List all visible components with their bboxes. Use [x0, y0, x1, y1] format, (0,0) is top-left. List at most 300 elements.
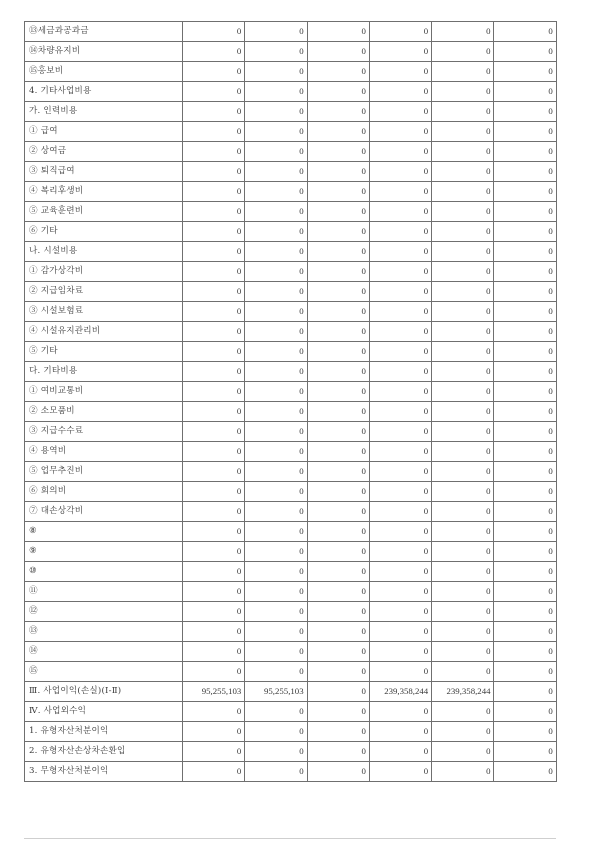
amount-cell: 0 [432, 182, 494, 202]
table-row [25, 722, 557, 742]
amount-cell: 0 [183, 122, 245, 142]
amount-cell: 239,358,244 [369, 682, 431, 702]
amount-cell: 0 [369, 422, 431, 442]
amount-cell: 0 [432, 282, 494, 302]
amount-cell: 0 [245, 242, 307, 262]
amount-cell: 0 [432, 242, 494, 262]
amount-cell: 0 [369, 222, 431, 242]
amount-cell: 0 [369, 82, 431, 102]
table-row [25, 642, 557, 662]
amount-cell: 0 [183, 522, 245, 542]
table-row [25, 22, 557, 42]
amount-cell: 0 [432, 462, 494, 482]
amount-cell: 0 [245, 522, 307, 542]
row-label: 다. 기타비용 [25, 362, 183, 382]
amount-cell: 0 [183, 202, 245, 222]
amount-cell: 0 [432, 122, 494, 142]
row-label: 4. 기타사업비용 [25, 82, 183, 102]
amount-cell: 0 [245, 342, 307, 362]
amount-cell: 0 [432, 762, 494, 782]
row-label: ⑬세금과공과금 [25, 22, 183, 42]
amount-cell: 0 [245, 382, 307, 402]
amount-cell: 0 [494, 142, 556, 162]
row-label: ⑦ 대손상각비 [25, 502, 183, 522]
row-label: ⑮홍보비 [25, 62, 183, 82]
amount-cell: 0 [183, 502, 245, 522]
amount-cell: 0 [432, 542, 494, 562]
amount-cell: 0 [494, 262, 556, 282]
amount-cell: 0 [183, 22, 245, 42]
amount-cell: 0 [307, 402, 369, 422]
table-row [25, 122, 557, 142]
table-row [25, 542, 557, 562]
amount-cell: 0 [369, 542, 431, 562]
amount-cell: 0 [369, 102, 431, 122]
amount-cell: 0 [307, 222, 369, 242]
amount-cell: 0 [245, 402, 307, 422]
row-label: ⑭차량유지비 [25, 42, 183, 62]
amount-cell: 0 [494, 62, 556, 82]
amount-cell: 0 [307, 322, 369, 342]
amount-cell: 0 [494, 22, 556, 42]
table-row [25, 702, 557, 722]
row-label: ② 지급임차료 [25, 282, 183, 302]
amount-cell: 0 [432, 442, 494, 462]
row-label: ① 감가상각비 [25, 262, 183, 282]
amount-cell: 0 [432, 262, 494, 282]
amount-cell: 0 [494, 482, 556, 502]
row-label: ① 급여 [25, 122, 183, 142]
table-row [25, 662, 557, 682]
row-label: ④ 시설유지관리비 [25, 322, 183, 342]
financial-statement-table [24, 21, 557, 782]
amount-cell: 0 [369, 342, 431, 362]
table-row [25, 522, 557, 542]
row-label: ④ 복리후생비 [25, 182, 183, 202]
table-row [25, 602, 557, 622]
amount-cell: 0 [432, 402, 494, 422]
row-label: ② 상여금 [25, 142, 183, 162]
table-row [25, 622, 557, 642]
amount-cell: 239,358,244 [432, 682, 494, 702]
amount-cell: 0 [307, 422, 369, 442]
amount-cell: 0 [245, 602, 307, 622]
amount-cell: 0 [369, 622, 431, 642]
amount-cell: 0 [369, 662, 431, 682]
amount-cell: 0 [307, 262, 369, 282]
amount-cell: 0 [183, 462, 245, 482]
amount-cell: 0 [307, 622, 369, 642]
amount-cell: 0 [245, 462, 307, 482]
amount-cell: 95,255,103 [245, 682, 307, 702]
amount-cell: 0 [245, 142, 307, 162]
table-row [25, 402, 557, 422]
amount-cell: 0 [369, 42, 431, 62]
table-row [25, 282, 557, 302]
table-row [25, 482, 557, 502]
amount-cell: 0 [494, 362, 556, 382]
amount-cell: 0 [432, 662, 494, 682]
amount-cell: 0 [245, 282, 307, 302]
row-label: ⑪ [25, 582, 183, 602]
amount-cell: 0 [494, 202, 556, 222]
amount-cell: 0 [432, 22, 494, 42]
amount-cell: 0 [183, 242, 245, 262]
amount-cell: 0 [307, 582, 369, 602]
amount-cell: 0 [183, 742, 245, 762]
amount-cell: 0 [183, 562, 245, 582]
amount-cell: 0 [494, 342, 556, 362]
table-row [25, 302, 557, 322]
amount-cell: 0 [369, 702, 431, 722]
amount-cell: 0 [183, 362, 245, 382]
amount-cell: 0 [245, 642, 307, 662]
amount-cell: 0 [494, 242, 556, 262]
amount-cell: 0 [369, 762, 431, 782]
amount-cell: 0 [183, 322, 245, 342]
amount-cell: 0 [494, 42, 556, 62]
row-label: ① 여비교통비 [25, 382, 183, 402]
table-row [25, 222, 557, 242]
amount-cell: 95,255,103 [183, 682, 245, 702]
row-label: ⑩ [25, 562, 183, 582]
amount-cell: 0 [494, 382, 556, 402]
page-bottom-edge [24, 838, 556, 839]
amount-cell: 0 [307, 22, 369, 42]
table-row [25, 182, 557, 202]
amount-cell: 0 [245, 182, 307, 202]
amount-cell: 0 [369, 602, 431, 622]
amount-cell: 0 [307, 702, 369, 722]
table-row [25, 242, 557, 262]
amount-cell: 0 [307, 162, 369, 182]
amount-cell: 0 [494, 582, 556, 602]
amount-cell: 0 [369, 202, 431, 222]
amount-cell: 0 [245, 322, 307, 342]
table-row [25, 442, 557, 462]
amount-cell: 0 [369, 162, 431, 182]
amount-cell: 0 [432, 142, 494, 162]
amount-cell: 0 [369, 262, 431, 282]
row-label: ② 소모품비 [25, 402, 183, 422]
row-label: ④ 용역비 [25, 442, 183, 462]
row-label: ⑬ [25, 622, 183, 642]
amount-cell: 0 [432, 422, 494, 442]
row-label: ⑨ [25, 542, 183, 562]
amount-cell: 0 [432, 562, 494, 582]
amount-cell: 0 [183, 222, 245, 242]
row-label: ⑫ [25, 602, 183, 622]
amount-cell: 0 [183, 622, 245, 642]
amount-cell: 0 [307, 462, 369, 482]
amount-cell: 0 [245, 22, 307, 42]
amount-cell: 0 [307, 562, 369, 582]
amount-cell: 0 [369, 142, 431, 162]
amount-cell: 0 [494, 662, 556, 682]
amount-cell: 0 [432, 482, 494, 502]
amount-cell: 0 [494, 622, 556, 642]
amount-cell: 0 [494, 322, 556, 342]
amount-cell: 0 [245, 202, 307, 222]
amount-cell: 0 [245, 742, 307, 762]
amount-cell: 0 [307, 382, 369, 402]
amount-cell: 0 [432, 82, 494, 102]
table-row [25, 42, 557, 62]
amount-cell: 0 [245, 762, 307, 782]
amount-cell: 0 [307, 302, 369, 322]
amount-cell: 0 [307, 722, 369, 742]
amount-cell: 0 [245, 702, 307, 722]
amount-cell: 0 [183, 422, 245, 442]
amount-cell: 0 [183, 282, 245, 302]
amount-cell: 0 [183, 582, 245, 602]
amount-cell: 0 [307, 202, 369, 222]
table-row [25, 742, 557, 762]
amount-cell: 0 [432, 202, 494, 222]
amount-cell: 0 [183, 722, 245, 742]
amount-cell: 0 [369, 382, 431, 402]
amount-cell: 0 [183, 762, 245, 782]
table-row [25, 262, 557, 282]
amount-cell: 0 [183, 162, 245, 182]
amount-cell: 0 [494, 282, 556, 302]
amount-cell: 0 [369, 722, 431, 742]
amount-cell: 0 [494, 82, 556, 102]
amount-cell: 0 [494, 402, 556, 422]
amount-cell: 0 [432, 582, 494, 602]
table-row [25, 82, 557, 102]
amount-cell: 0 [245, 442, 307, 462]
amount-cell: 0 [369, 362, 431, 382]
amount-cell: 0 [369, 582, 431, 602]
amount-cell: 0 [245, 662, 307, 682]
amount-cell: 0 [245, 482, 307, 502]
amount-cell: 0 [432, 102, 494, 122]
row-label: ⑮ [25, 662, 183, 682]
table-row [25, 682, 557, 702]
amount-cell: 0 [307, 62, 369, 82]
amount-cell: 0 [369, 442, 431, 462]
amount-cell: 0 [494, 762, 556, 782]
table-row [25, 582, 557, 602]
table-row [25, 422, 557, 442]
table-row [25, 502, 557, 522]
table-row [25, 202, 557, 222]
row-label: 가. 인력비용 [25, 102, 183, 122]
amount-cell: 0 [494, 502, 556, 522]
amount-cell: 0 [307, 182, 369, 202]
table-body [25, 22, 557, 782]
amount-cell: 0 [307, 682, 369, 702]
row-label: Ⅲ. 사업이익(손실)(Ⅰ-Ⅱ) [25, 682, 183, 702]
amount-cell: 0 [432, 42, 494, 62]
row-label: 나. 시설비용 [25, 242, 183, 262]
amount-cell: 0 [245, 542, 307, 562]
amount-cell: 0 [307, 502, 369, 522]
row-label: ⑤ 업무추진비 [25, 462, 183, 482]
table-row [25, 342, 557, 362]
row-label: 2. 유형자산손상차손환입 [25, 742, 183, 762]
amount-cell: 0 [494, 682, 556, 702]
amount-cell: 0 [183, 482, 245, 502]
amount-cell: 0 [369, 322, 431, 342]
amount-cell: 0 [183, 382, 245, 402]
amount-cell: 0 [432, 722, 494, 742]
amount-cell: 0 [245, 622, 307, 642]
amount-cell: 0 [432, 362, 494, 382]
amount-cell: 0 [245, 262, 307, 282]
amount-cell: 0 [369, 282, 431, 302]
table-row [25, 462, 557, 482]
amount-cell: 0 [183, 702, 245, 722]
amount-cell: 0 [183, 342, 245, 362]
amount-cell: 0 [183, 642, 245, 662]
amount-cell: 0 [245, 362, 307, 382]
amount-cell: 0 [183, 262, 245, 282]
row-label: ③ 지급수수료 [25, 422, 183, 442]
amount-cell: 0 [307, 762, 369, 782]
amount-cell: 0 [369, 642, 431, 662]
amount-cell: 0 [494, 602, 556, 622]
amount-cell: 0 [245, 162, 307, 182]
table-row [25, 562, 557, 582]
amount-cell: 0 [245, 722, 307, 742]
amount-cell: 0 [432, 702, 494, 722]
table-row [25, 102, 557, 122]
table-row [25, 762, 557, 782]
amount-cell: 0 [245, 122, 307, 142]
row-label: ⑧ [25, 522, 183, 542]
amount-cell: 0 [369, 402, 431, 422]
amount-cell: 0 [494, 462, 556, 482]
row-label: 1. 유형자산처분이익 [25, 722, 183, 742]
amount-cell: 0 [432, 642, 494, 662]
amount-cell: 0 [494, 122, 556, 142]
amount-cell: 0 [307, 102, 369, 122]
amount-cell: 0 [432, 742, 494, 762]
amount-cell: 0 [369, 482, 431, 502]
amount-cell: 0 [432, 62, 494, 82]
amount-cell: 0 [369, 742, 431, 762]
amount-cell: 0 [494, 222, 556, 242]
amount-cell: 0 [432, 502, 494, 522]
amount-cell: 0 [183, 82, 245, 102]
amount-cell: 0 [183, 142, 245, 162]
amount-cell: 0 [183, 442, 245, 462]
amount-cell: 0 [307, 342, 369, 362]
amount-cell: 0 [245, 422, 307, 442]
amount-cell: 0 [307, 742, 369, 762]
amount-cell: 0 [369, 22, 431, 42]
amount-cell: 0 [432, 342, 494, 362]
amount-cell: 0 [307, 542, 369, 562]
amount-cell: 0 [494, 182, 556, 202]
amount-cell: 0 [494, 702, 556, 722]
amount-cell: 0 [494, 742, 556, 762]
amount-cell: 0 [245, 502, 307, 522]
row-label: 3. 무형자산처분이익 [25, 762, 183, 782]
amount-cell: 0 [183, 662, 245, 682]
amount-cell: 0 [307, 522, 369, 542]
row-label: ③ 시설보험료 [25, 302, 183, 322]
row-label: ⑤ 교육훈련비 [25, 202, 183, 222]
amount-cell: 0 [494, 162, 556, 182]
table-row [25, 142, 557, 162]
table-row [25, 322, 557, 342]
amount-cell: 0 [183, 602, 245, 622]
amount-cell: 0 [307, 482, 369, 502]
amount-cell: 0 [245, 62, 307, 82]
amount-cell: 0 [494, 522, 556, 542]
amount-cell: 0 [307, 602, 369, 622]
amount-cell: 0 [307, 142, 369, 162]
amount-cell: 0 [369, 62, 431, 82]
amount-cell: 0 [307, 122, 369, 142]
amount-cell: 0 [494, 102, 556, 122]
amount-cell: 0 [432, 302, 494, 322]
amount-cell: 0 [494, 722, 556, 742]
amount-cell: 0 [307, 42, 369, 62]
amount-cell: 0 [245, 82, 307, 102]
amount-cell: 0 [245, 582, 307, 602]
amount-cell: 0 [183, 102, 245, 122]
amount-cell: 0 [369, 302, 431, 322]
amount-cell: 0 [369, 122, 431, 142]
table-row [25, 62, 557, 82]
amount-cell: 0 [245, 302, 307, 322]
amount-cell: 0 [432, 222, 494, 242]
row-label: Ⅳ. 사업외수익 [25, 702, 183, 722]
amount-cell: 0 [432, 162, 494, 182]
amount-cell: 0 [432, 602, 494, 622]
amount-cell: 0 [307, 662, 369, 682]
amount-cell: 0 [432, 322, 494, 342]
amount-cell: 0 [369, 242, 431, 262]
amount-cell: 0 [369, 562, 431, 582]
amount-cell: 0 [245, 562, 307, 582]
amount-cell: 0 [183, 182, 245, 202]
row-label: ⑥ 회의비 [25, 482, 183, 502]
amount-cell: 0 [183, 62, 245, 82]
amount-cell: 0 [369, 502, 431, 522]
row-label: ③ 퇴직급여 [25, 162, 183, 182]
amount-cell: 0 [307, 242, 369, 262]
amount-cell: 0 [307, 442, 369, 462]
amount-cell: 0 [494, 542, 556, 562]
amount-cell: 0 [307, 282, 369, 302]
amount-cell: 0 [494, 562, 556, 582]
amount-cell: 0 [369, 182, 431, 202]
amount-cell: 0 [307, 642, 369, 662]
amount-cell: 0 [494, 442, 556, 462]
table-row [25, 382, 557, 402]
amount-cell: 0 [494, 642, 556, 662]
amount-cell: 0 [369, 522, 431, 542]
row-label: ⑥ 기타 [25, 222, 183, 242]
amount-cell: 0 [183, 542, 245, 562]
amount-cell: 0 [494, 422, 556, 442]
amount-cell: 0 [494, 302, 556, 322]
row-label: ⑭ [25, 642, 183, 662]
row-label: ⑤ 기타 [25, 342, 183, 362]
amount-cell: 0 [183, 302, 245, 322]
amount-cell: 0 [245, 222, 307, 242]
amount-cell: 0 [183, 402, 245, 422]
amount-cell: 0 [307, 362, 369, 382]
table-row [25, 162, 557, 182]
amount-cell: 0 [369, 462, 431, 482]
amount-cell: 0 [307, 82, 369, 102]
